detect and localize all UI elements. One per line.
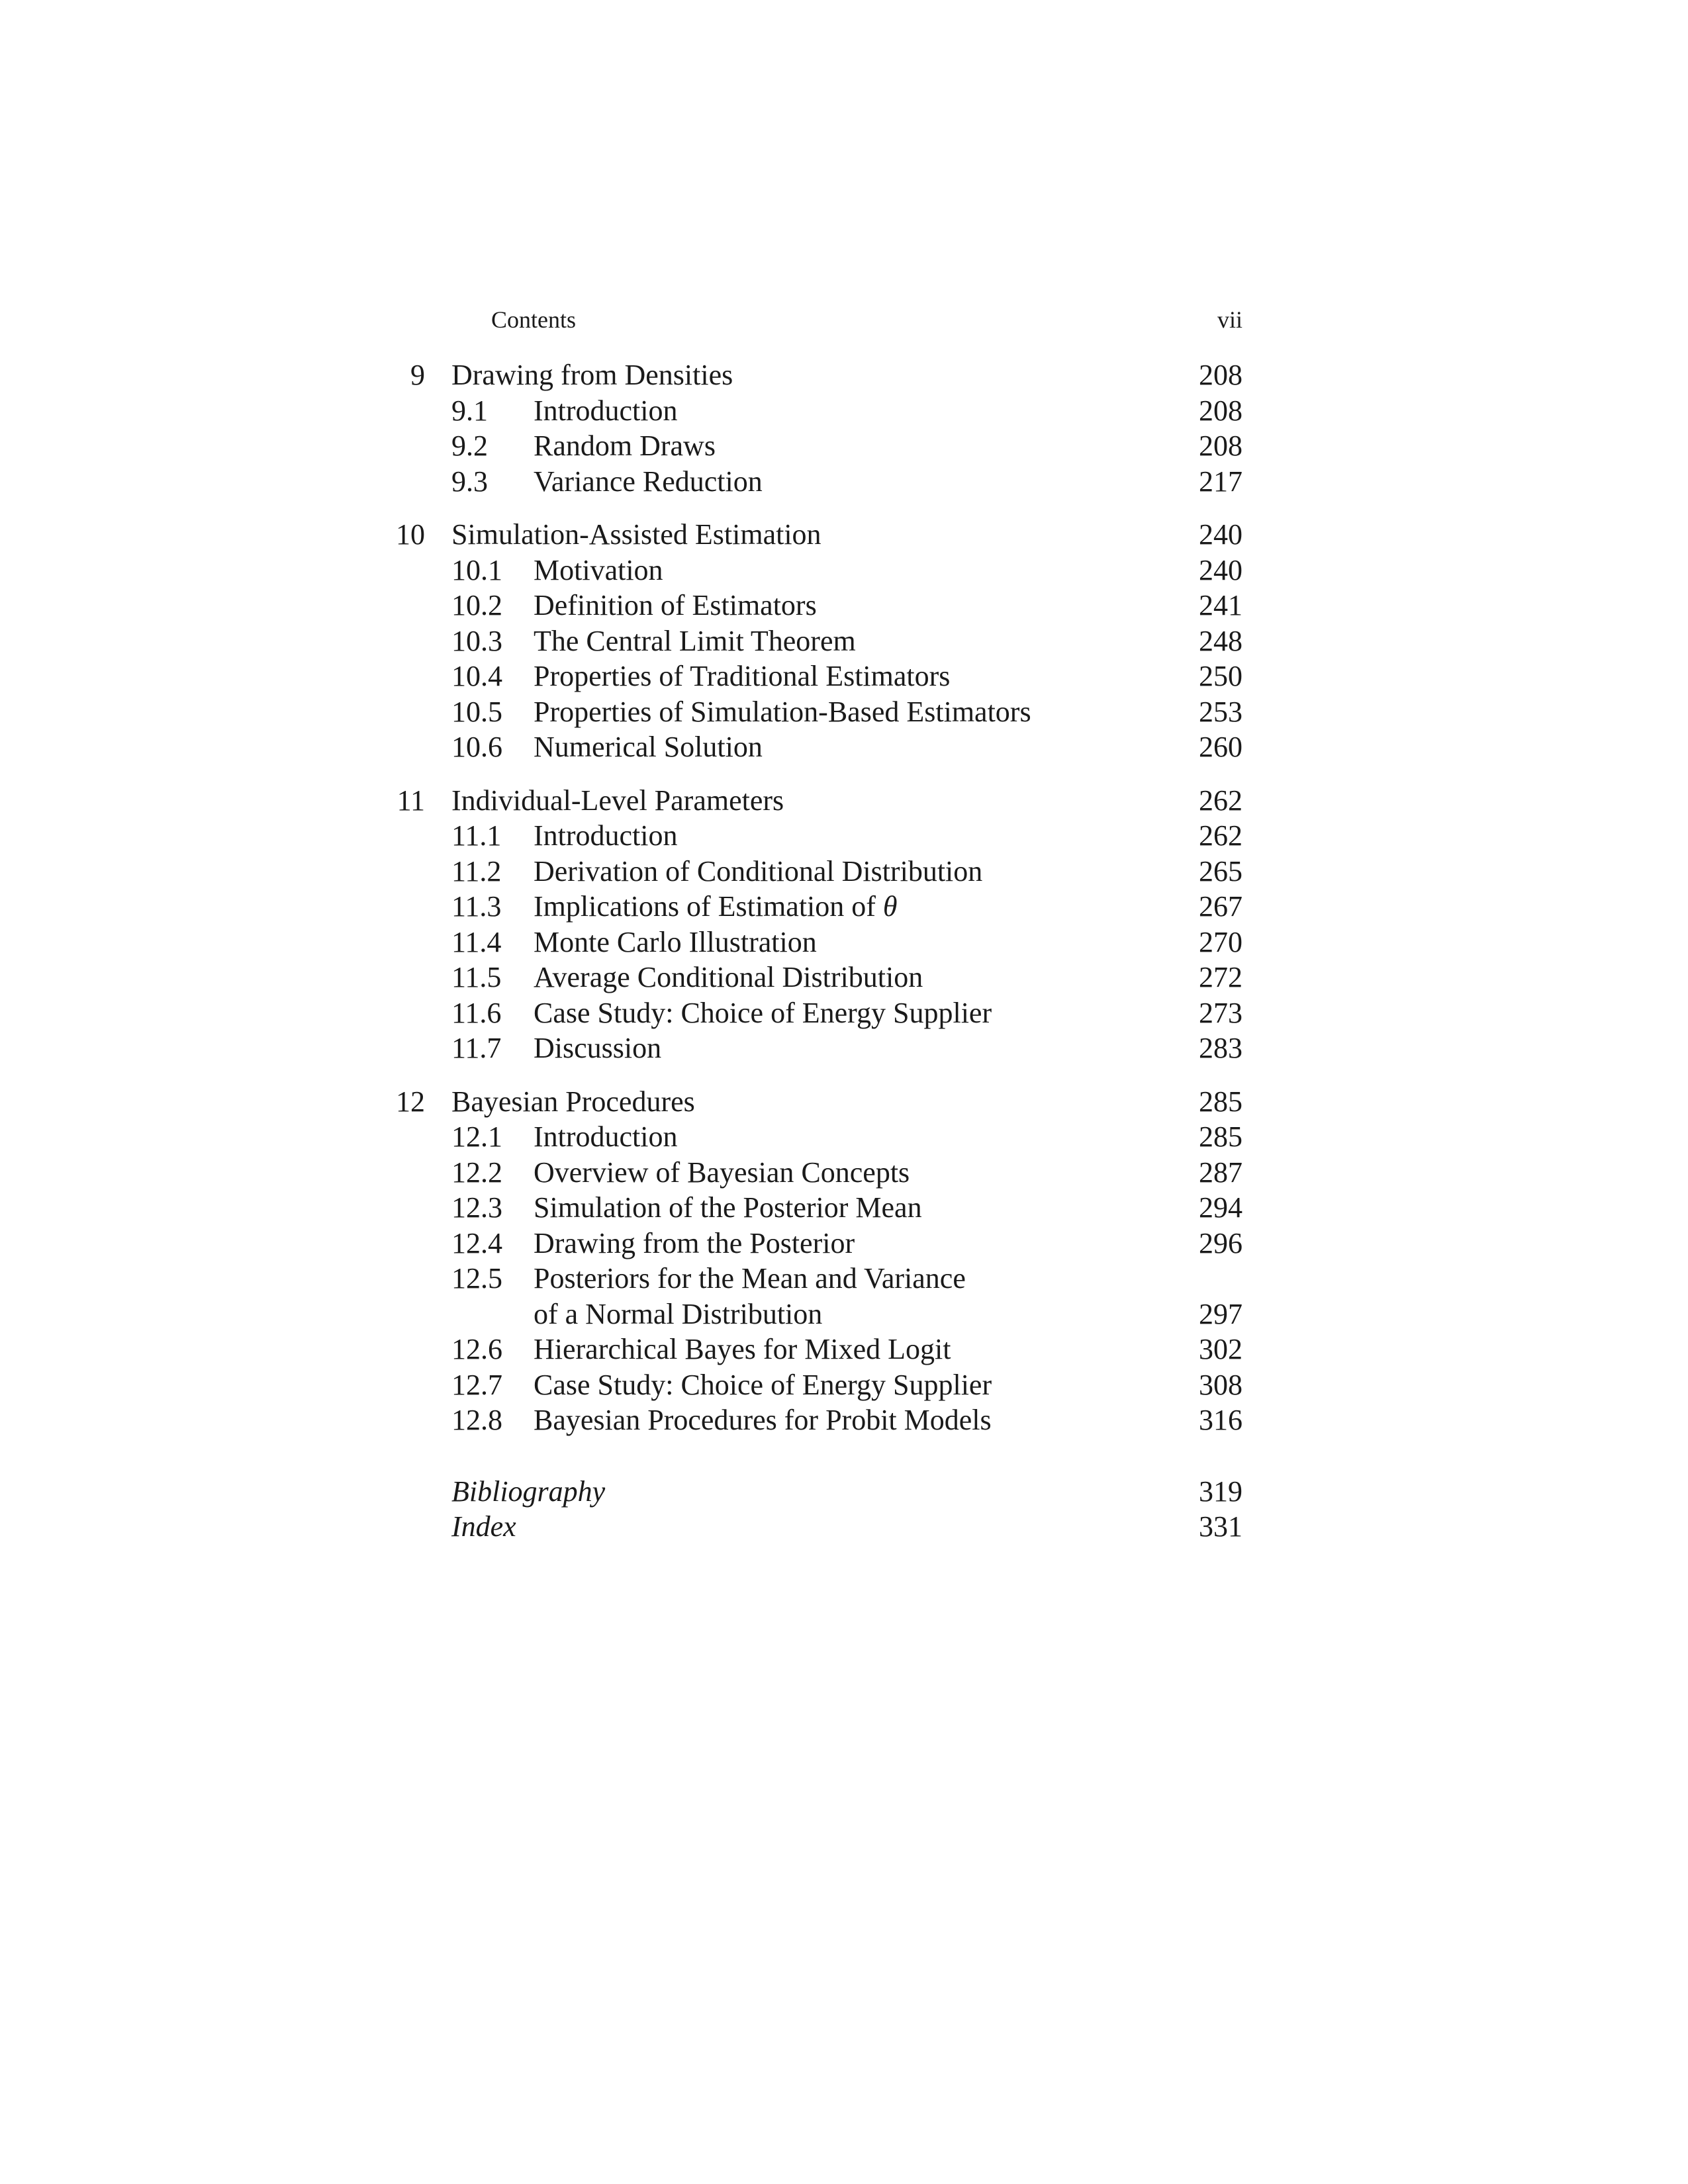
section-number: 11.2 (451, 854, 502, 887)
section-title: Average Conditional Distribution (534, 961, 923, 993)
section-number: 9.3 (451, 465, 488, 498)
section-entry[interactable] (391, 1155, 1243, 1191)
section-number: 12.2 (451, 1156, 502, 1189)
table-of-contents (391, 357, 1243, 1545)
section-number: 10.5 (451, 695, 502, 728)
section-number: 10.6 (451, 731, 502, 763)
section-number: 12.6 (451, 1333, 502, 1365)
backmatter-entry-index[interactable] (391, 1509, 1243, 1545)
section-title: Discussion (534, 1032, 662, 1064)
section-entry[interactable] (391, 1367, 1243, 1403)
section-entry[interactable] (391, 1030, 1243, 1066)
section-entry[interactable] (391, 1226, 1243, 1261)
section-title-line-1: Posteriors for the Mean and Variance (534, 1262, 966, 1295)
section-entry[interactable] (391, 1119, 1243, 1155)
section-title: Properties of Traditional Estimators (534, 660, 951, 692)
section-title: Derivation of Conditional Distribution (534, 854, 983, 887)
section-number: 10.4 (451, 660, 502, 692)
page-number: 253 (1199, 695, 1243, 728)
section-number: 12.5 (451, 1262, 502, 1295)
page-number: 285 (1199, 1085, 1243, 1118)
section-number: 11.4 (451, 925, 502, 958)
chapter-heading[interactable] (391, 783, 1243, 819)
section-title (534, 1261, 966, 1332)
page-number: 208 (1199, 394, 1243, 427)
backmatter-entry-bibliography[interactable] (391, 1474, 1243, 1510)
chapter-heading[interactable] (391, 517, 1243, 553)
page-number: 208 (1199, 359, 1243, 391)
page-number: 262 (1199, 784, 1243, 817)
page-number: 260 (1199, 731, 1243, 763)
section-entry[interactable] (391, 925, 1243, 960)
page-number: 217 (1199, 465, 1243, 498)
section-entry[interactable] (391, 393, 1243, 429)
section-title: Variance Reduction (534, 465, 763, 498)
section-title: Numerical Solution (534, 731, 763, 763)
page-number: 250 (1199, 660, 1243, 692)
section-title: The Central Limit Theorem (534, 624, 856, 657)
page-number: 208 (1199, 430, 1243, 462)
page-number: 240 (1199, 553, 1243, 586)
chapter-title: Individual-Level Parameters (451, 784, 784, 817)
page-number: 316 (1199, 1404, 1243, 1436)
page-number: 248 (1199, 624, 1243, 657)
section-title: Case Study: Choice of Energy Supplier (534, 1368, 992, 1401)
chapter-heading[interactable] (391, 1084, 1243, 1120)
page-number: 283 (1199, 1032, 1243, 1064)
section-entry[interactable] (391, 1402, 1243, 1438)
section-title: Overview of Bayesian Concepts (534, 1156, 910, 1189)
page-number: 241 (1199, 589, 1243, 621)
section-number: 12.1 (451, 1120, 502, 1153)
section-title: Simulation of the Posterior Mean (534, 1191, 922, 1224)
section-entry[interactable] (391, 553, 1243, 588)
section-entry[interactable] (391, 464, 1243, 500)
section-entry[interactable] (391, 659, 1243, 694)
chapter-number: 12 (396, 1085, 425, 1118)
section-title: Motivation (534, 553, 663, 586)
section-title-line-2: of a Normal Distribution (534, 1297, 823, 1330)
section-entry[interactable] (391, 588, 1243, 623)
page-number: 262 (1199, 819, 1243, 852)
running-head (491, 303, 1243, 336)
section-entry[interactable] (391, 1261, 1243, 1332)
page-number: 296 (1199, 1226, 1243, 1259)
section-number: 10.2 (451, 589, 502, 621)
chapter-number: 10 (396, 518, 425, 551)
section-number: 11.6 (451, 996, 502, 1029)
page-number: 319 (1199, 1475, 1243, 1508)
section-number: 12.3 (451, 1191, 502, 1224)
page-number: 272 (1199, 961, 1243, 993)
section-entry[interactable] (391, 729, 1243, 765)
backmatter-title: Bibliography (451, 1475, 606, 1508)
page-number: 294 (1199, 1191, 1243, 1224)
section-number: 9.1 (451, 394, 488, 427)
section-entry[interactable] (391, 889, 1243, 925)
section-title: Monte Carlo Illustration (534, 925, 817, 958)
page-number: 273 (1199, 996, 1243, 1029)
page-number: 287 (1199, 1156, 1243, 1189)
chapter-number: 9 (410, 359, 425, 391)
chapter-11 (391, 783, 1243, 1066)
section-title: Hierarchical Bayes for Mixed Logit (534, 1333, 951, 1365)
section-title: Case Study: Choice of Energy Supplier (534, 996, 992, 1029)
page-number: 302 (1199, 1333, 1243, 1365)
section-title: Random Draws (534, 430, 716, 462)
backmatter-title: Index (451, 1510, 516, 1543)
chapter-12 (391, 1084, 1243, 1438)
section-number: 10.3 (451, 624, 502, 657)
page-number: 270 (1199, 925, 1243, 958)
section-entry[interactable] (391, 623, 1243, 659)
page-number: 331 (1199, 1510, 1243, 1543)
page-number: 308 (1199, 1368, 1243, 1401)
page-number: 285 (1199, 1120, 1243, 1153)
section-title: Introduction (534, 394, 678, 427)
chapter-9 (391, 357, 1243, 499)
section-title: Bayesian Procedures for Probit Models (534, 1404, 992, 1436)
page-number: 267 (1199, 890, 1243, 923)
section-number: 12.4 (451, 1226, 502, 1259)
chapter-title: Drawing from Densities (451, 359, 733, 391)
page-number: 240 (1199, 518, 1243, 551)
chapter-number: 11 (397, 784, 425, 817)
chapter-heading[interactable] (391, 357, 1243, 393)
section-number: 12.7 (451, 1368, 502, 1401)
chapter-title: Bayesian Procedures (451, 1085, 695, 1118)
chapter-title: Simulation-Assisted Estimation (451, 518, 821, 551)
section-entry[interactable] (391, 1190, 1243, 1226)
section-entry[interactable] (391, 960, 1243, 995)
section-title: Introduction (534, 1120, 678, 1153)
section-entry[interactable] (391, 995, 1243, 1031)
section-number: 10.1 (451, 553, 502, 586)
section-number: 11.7 (451, 1032, 502, 1064)
page-number: 297 (1199, 1297, 1243, 1330)
running-head-page-number: vii (1217, 306, 1243, 333)
page-number: 265 (1199, 854, 1243, 887)
section-number: 11.5 (451, 961, 502, 993)
running-head-title: Contents (491, 306, 577, 333)
section-number: 11.1 (451, 819, 502, 852)
section-entry[interactable] (391, 854, 1243, 889)
section-entry[interactable] (391, 818, 1243, 854)
chapter-10 (391, 517, 1243, 765)
section-title: Definition of Estimators (534, 589, 817, 621)
section-number: 11.3 (451, 890, 502, 923)
section-title: Drawing from the Posterior (534, 1226, 855, 1259)
section-title: Properties of Simulation-Based Estimators (534, 695, 1031, 728)
section-title: Implications of Estimation of θ (534, 890, 898, 923)
section-title: Introduction (534, 819, 678, 852)
section-entry[interactable] (391, 1332, 1243, 1367)
section-entry[interactable] (391, 694, 1243, 730)
section-entry[interactable] (391, 428, 1243, 464)
backmatter (391, 1474, 1243, 1545)
section-number: 9.2 (451, 430, 488, 462)
section-number: 12.8 (451, 1404, 502, 1436)
